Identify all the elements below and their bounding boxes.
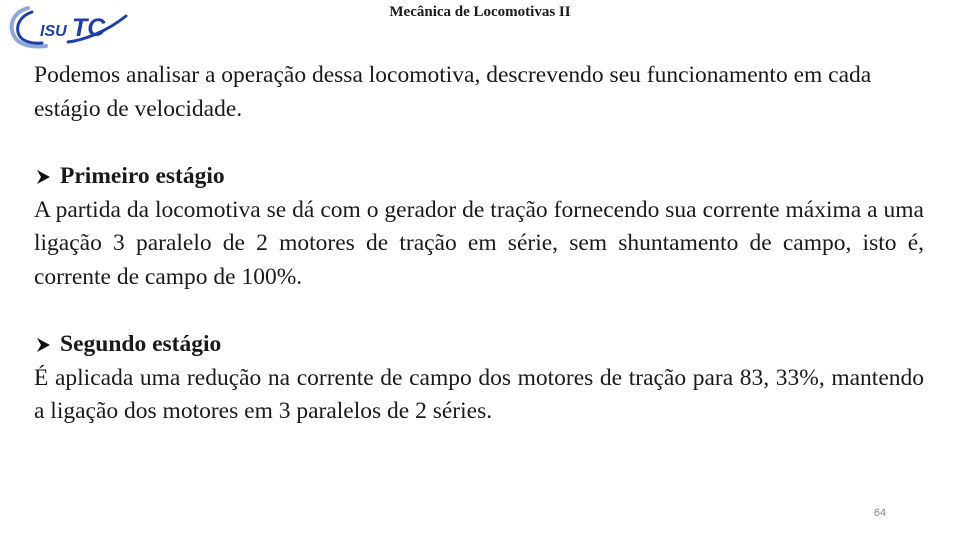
page-number: 64	[873, 507, 887, 519]
section-heading-label: Primeiro estágio	[60, 163, 225, 189]
page-title: Mecânica de Locomotivas II	[389, 4, 571, 20]
arrow-bullet-icon	[34, 168, 52, 186]
arrow-bullet-icon	[34, 336, 52, 354]
intro-paragraph: Podemos analisar a operação dessa locomotiva, descrevendo seu funcionamento em cada estágio de velocidade.	[34, 62, 872, 122]
logo-text-isu: ISU	[40, 23, 67, 40]
section-heading-first-stage	[34, 160, 924, 194]
section-heading-second-stage	[34, 328, 924, 362]
section-heading-label: Segundo estágio	[60, 331, 222, 357]
slide-content	[34, 59, 924, 429]
section-body-second-stage: É aplicada uma redução na corrente de campo dos motores de tração para 83, 33%, mantendo a ligação dos motores em 3 paralelos de 2 séries.	[34, 364, 924, 424]
logo-text-tc: TC	[72, 14, 106, 42]
spacer	[34, 294, 924, 328]
section-body-first-stage: A partida da locomotiva se dá com o gerador de tração fornecendo sua corrente máxima a uma ligação 3 paralelo de 2 motores de tração em série, sem shuntamento de campo, isto é, corrente de campo de 100%.	[34, 196, 924, 290]
spacer	[34, 126, 924, 160]
